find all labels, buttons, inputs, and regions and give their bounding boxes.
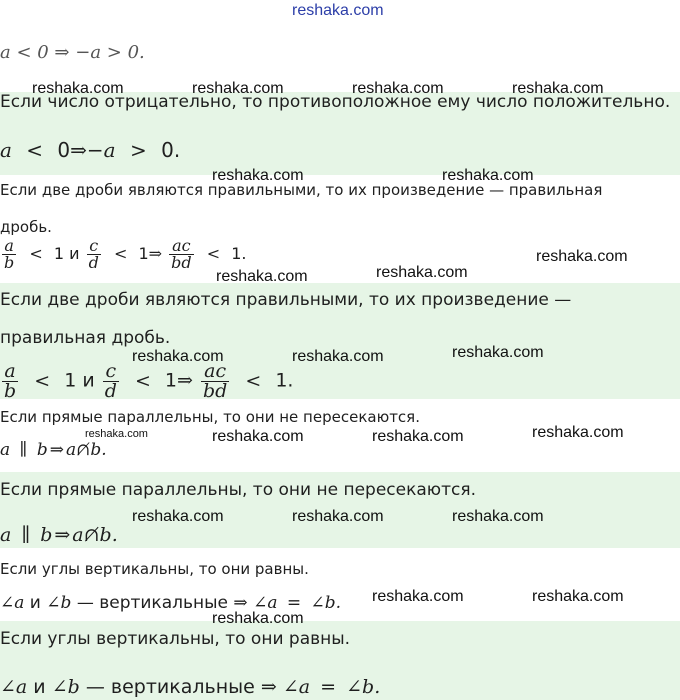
watermark: reshaka.com <box>536 248 628 265</box>
formula-proper-fractions-2: $\frac{a}{b}$ < 1 и $\frac{c}{d}$ < 1⇒ $\frac{ac}{bd}$ < 1. <box>4 362 294 399</box>
watermark: reshaka.com <box>212 610 304 627</box>
watermark: reshaka.com <box>292 348 384 365</box>
watermark: reshaka.com <box>212 167 304 184</box>
statement-proper-fractions-2-cont: правильная дробь. <box>0 328 171 348</box>
watermark: reshaka.com <box>212 428 304 445</box>
watermark: reshaka.com <box>352 80 444 97</box>
watermark: reshaka.com <box>32 80 124 97</box>
statement-vertical-angles: Если углы вертикальны, то они равны. <box>0 560 309 578</box>
formula-vertical-angles: ∠a и ∠b — вертикальные ⇒ ∠a = ∠b. <box>0 593 342 613</box>
formula-parallel-lines-2: a ∥ b ⇒ a∩̸b. <box>0 524 118 546</box>
formula-vertical-angles-2: ∠a и ∠b — вертикальные ⇒ ∠a = ∠b. <box>0 676 381 698</box>
watermark: reshaka.com <box>292 508 384 525</box>
watermark: reshaka.com <box>376 264 468 281</box>
statement-vertical-angles-2: Если углы вертикальны, то они равны. <box>0 629 351 649</box>
watermark-top: reshaka.com <box>292 2 384 19</box>
statement-parallel-lines: Если прямые параллельны, то они не пересекаются. <box>0 408 420 426</box>
statement-proper-fractions-cont: дробь. <box>0 218 52 236</box>
statement-negative-number: Если число отрицательно, то противоположное ему число положительно. <box>0 92 671 112</box>
statement-parallel-lines-2: Если прямые параллельны, то они не пересекаются. <box>0 480 476 500</box>
formula-proper-fractions: $\frac{a}{b}$ < 1 и $\frac{c}{d}$ < 1⇒ $\frac{ac}{bd}$ < 1. <box>4 238 247 272</box>
watermark: reshaka.com <box>442 167 534 184</box>
watermark: reshaka.com <box>372 588 464 605</box>
watermark: reshaka.com <box>452 344 544 361</box>
watermark: reshaka.com <box>372 428 464 445</box>
watermark: reshaka.com <box>452 508 544 525</box>
statement-proper-fractions-2: Если две дроби являются правильными, то их произведение — <box>0 290 572 310</box>
watermark: reshaka.com <box>192 80 284 97</box>
watermark: reshaka.com <box>85 428 148 440</box>
watermark: reshaka.com <box>216 268 308 285</box>
watermark: reshaka.com <box>132 348 224 365</box>
watermark: reshaka.com <box>532 424 624 441</box>
watermark: reshaka.com <box>132 508 224 525</box>
formula-negative-number: a < 0⇒−a > 0. <box>0 138 181 162</box>
watermark: reshaka.com <box>512 80 604 97</box>
statement-proper-fractions: Если две дроби являются правильными, то их произведение — правильная <box>0 181 603 199</box>
formula-parallel-lines: a ∥ b ⇒ a∩̸b. <box>0 440 107 460</box>
watermark: reshaka.com <box>532 588 624 605</box>
top-cut-math: a < 0 ⇒ −a > 0. <box>0 42 145 63</box>
